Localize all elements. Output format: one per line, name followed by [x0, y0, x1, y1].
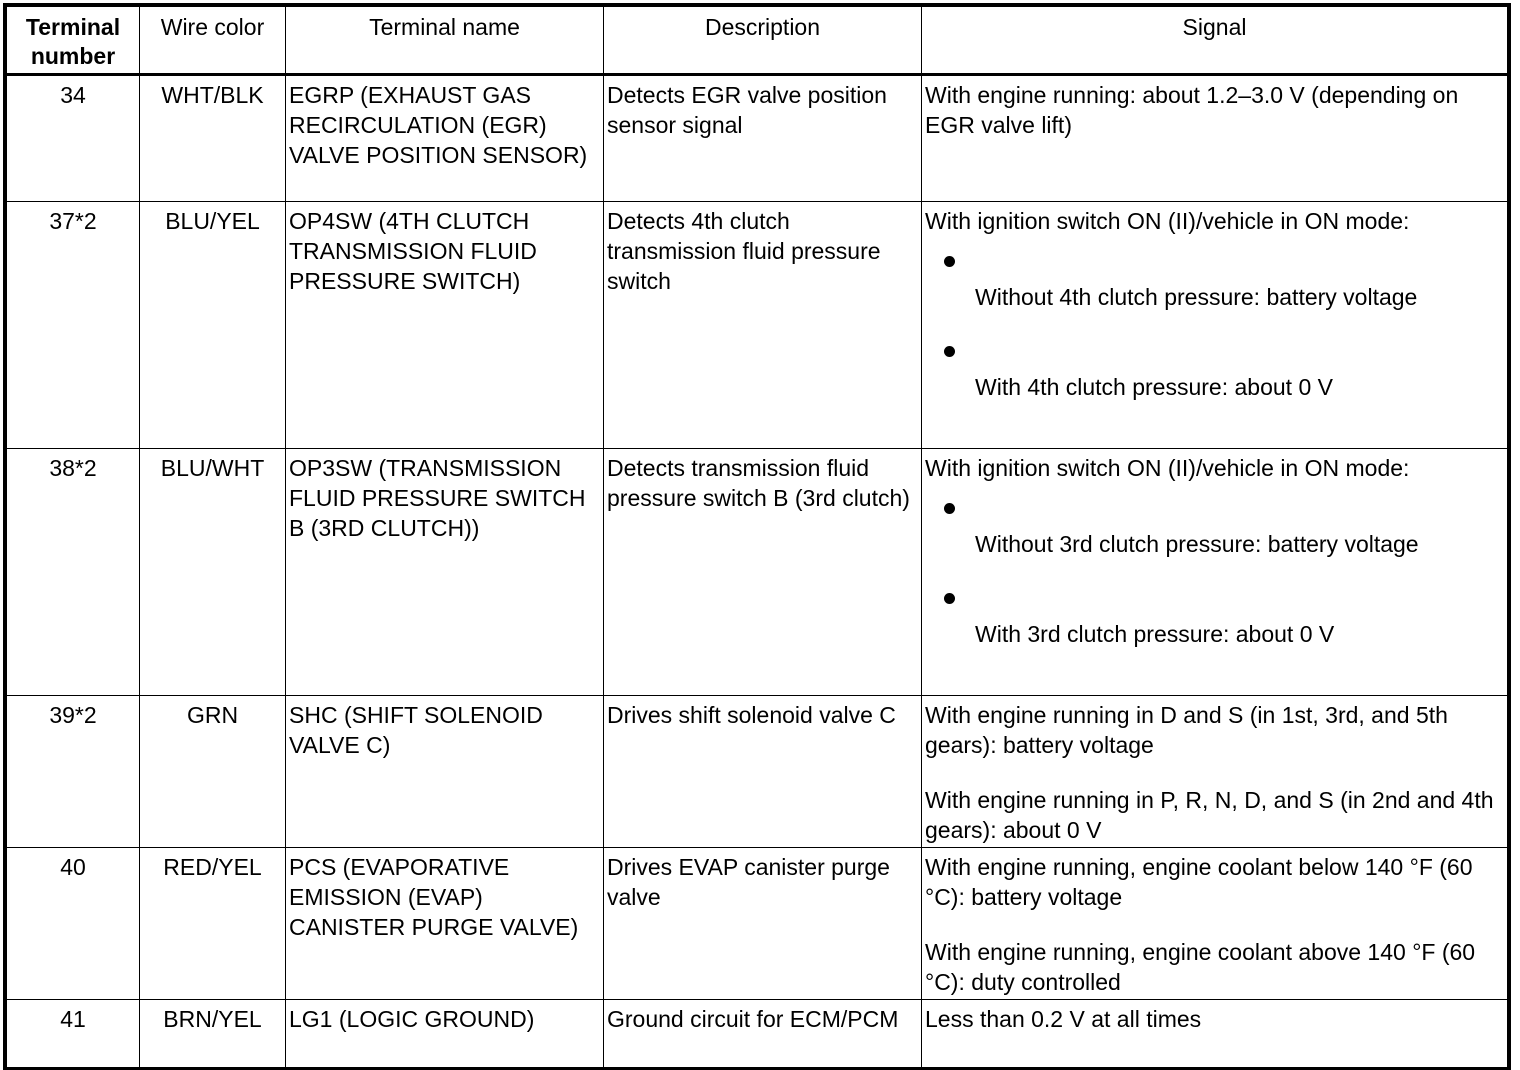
signal-intro: With ignition switch ON (II)/vehicle in ON mode: — [925, 208, 1410, 234]
wire-color-cell: RED/YEL — [140, 848, 286, 1000]
wire-color-cell: GRN — [140, 696, 286, 848]
wire-color-cell: BRN/YEL — [140, 1000, 286, 1068]
terminal-number-cell: 34 — [7, 75, 140, 202]
signal-bullet-text: Without 4th clutch pressure: battery voltage — [975, 284, 1418, 310]
terminal-name-cell: LG1 (LOGIC GROUND) — [286, 1000, 604, 1068]
table-row — [7, 848, 1508, 1000]
description-cell: Detects transmission fluid pressure switch B (3rd clutch) — [604, 449, 922, 696]
signal-bullet-item — [925, 573, 1504, 649]
signal-bullet-item — [925, 326, 1504, 402]
table-row — [7, 1000, 1508, 1068]
signal-paragraph: With engine running in P, R, N, D, and S (in 2nd and 4th gears): about 0 V — [925, 787, 1494, 843]
signal-cell — [922, 75, 1508, 202]
signal-paragraph: With engine running in D and S (in 1st, 3rd, and 5th gears): battery voltage — [925, 702, 1471, 758]
table-row — [7, 75, 1508, 202]
bullet-icon — [944, 503, 955, 514]
description-cell: Detects EGR valve position sensor signal — [604, 75, 922, 202]
header-signal: Signal — [922, 7, 1508, 75]
wire-color-cell: WHT/BLK — [140, 75, 286, 202]
description-cell: Drives EVAP canister purge valve — [604, 848, 922, 1000]
bullet-icon — [944, 256, 955, 267]
terminal-table — [6, 6, 1508, 1068]
bullet-icon — [944, 346, 955, 357]
signal-paragraph: Less than 0.2 V at all times — [925, 1006, 1202, 1032]
terminal-name-cell: OP4SW (4TH CLUTCH TRANSMISSION FLUID PRESSURE SWITCH) — [286, 202, 604, 449]
table-row — [7, 202, 1508, 449]
signal-cell — [922, 202, 1508, 449]
signal-cell — [922, 449, 1508, 696]
signal-cell — [922, 1000, 1508, 1068]
terminal-number-cell: 40 — [7, 848, 140, 1000]
table-row — [7, 696, 1508, 848]
description-cell: Drives shift solenoid valve C — [604, 696, 922, 848]
header-terminal-number: Terminal number — [7, 7, 140, 75]
signal-paragraph: With engine running, engine coolant below 140 °F (60 °C): battery voltage — [925, 854, 1473, 910]
bullet-icon — [944, 593, 955, 604]
signal-paragraph: With engine running, engine coolant above 140 °F (60 °C): duty controlled — [925, 939, 1476, 995]
wire-color-cell: BLU/YEL — [140, 202, 286, 449]
wire-color-cell: BLU/WHT — [140, 449, 286, 696]
signal-paragraph: With engine running: about 1.2–3.0 V (depending on EGR valve lift) — [925, 82, 1459, 138]
header-description: Description — [604, 7, 922, 75]
signal-cell — [922, 696, 1508, 848]
signal-bullet-item — [925, 483, 1504, 559]
signal-intro: With ignition switch ON (II)/vehicle in ON mode: — [925, 455, 1410, 481]
signal-bullet-text: With 3rd clutch pressure: about 0 V — [975, 621, 1335, 647]
table-row — [7, 449, 1508, 696]
terminal-number-cell: 39*2 — [7, 696, 140, 848]
header-wire-color: Wire color — [140, 7, 286, 75]
description-cell: Ground circuit for ECM/PCM — [604, 1000, 922, 1068]
description-cell: Detects 4th clutch transmission fluid pressure switch — [604, 202, 922, 449]
header-terminal-name: Terminal name — [286, 7, 604, 75]
signal-bullet-text: With 4th clutch pressure: about 0 V — [975, 374, 1333, 400]
terminal-name-cell: SHC (SHIFT SOLENOID VALVE C) — [286, 696, 604, 848]
terminal-name-cell: OP3SW (TRANSMISSION FLUID PRESSURE SWITCH B (3RD CLUTCH)) — [286, 449, 604, 696]
terminal-number-cell: 41 — [7, 1000, 140, 1068]
header-row — [7, 7, 1508, 75]
signal-bullet-item — [925, 236, 1504, 312]
terminal-number-cell: 38*2 — [7, 449, 140, 696]
signal-bullet-text: Without 3rd clutch pressure: battery voltage — [975, 531, 1419, 557]
terminal-number-cell: 37*2 — [7, 202, 140, 449]
terminal-name-cell: EGRP (EXHAUST GAS RECIRCULATION (EGR) VALVE POSITION SENSOR) — [286, 75, 604, 202]
terminal-name-cell: PCS (EVAPORATIVE EMISSION (EVAP) CANISTER PURGE VALVE) — [286, 848, 604, 1000]
signal-cell — [922, 848, 1508, 1000]
